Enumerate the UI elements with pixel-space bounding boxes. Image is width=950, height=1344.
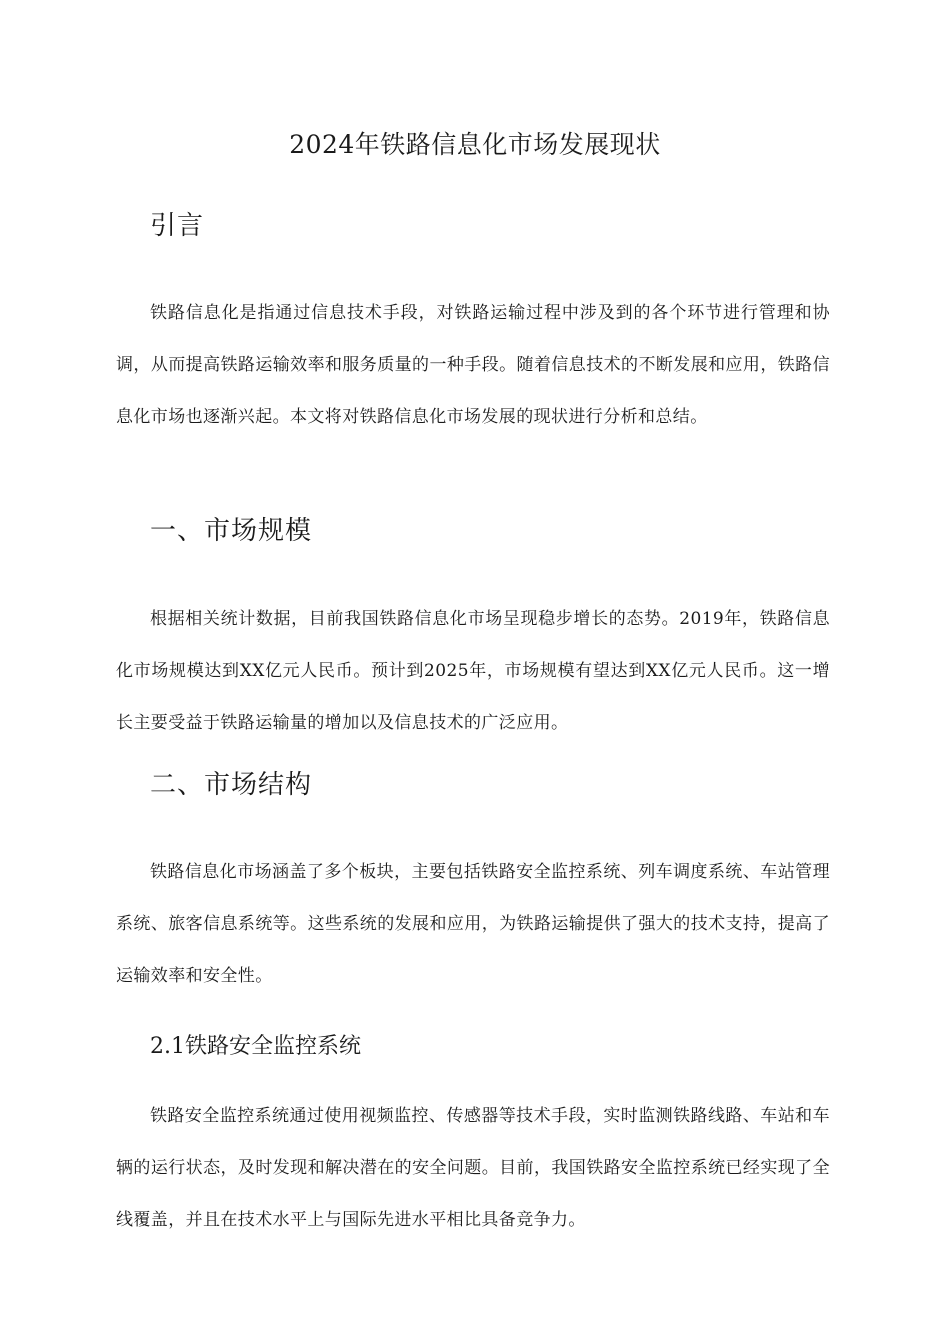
intro-paragraph: 铁路信息化是指通过信息技术手段，对铁路运输过程中涉及到的各个环节进行管理和协调，从而提高铁路运输效率和服务质量的一种手段。随着信息技术的不断发展和应用，铁路信息化市场也逐渐兴起。本文将对铁路信息化市场发展的现状进行分析和总结。 — [116, 303, 830, 427]
section1-heading: 一、市场规模 — [150, 516, 313, 546]
section2-paragraph: 铁路信息化市场涵盖了多个板块，主要包括铁路安全监控系统、列车调度系统、车站管理系统、旅客信息系统等。这些系统的发展和应用，为铁路运输提供了强大的技术支持，提高了运输效率和安全性。 — [116, 862, 830, 986]
section2-1-heading: 2.1铁路安全监控系统 — [150, 1034, 361, 1059]
section1-paragraph: 根据相关统计数据，目前我国铁路信息化市场呈现稳步增长的态势。2019年，铁路信息化市场规模达到XX亿元人民币。预计到2025年，市场规模有望达到XX亿元人民币。这一增长主要受益于铁路运输量的增加以及信息技术的广泛应用。 — [116, 609, 830, 733]
section2-1-paragraph: 铁路安全监控系统通过使用视频监控、传感器等技术手段，实时监测铁路线路、车站和车辆的运行状态，及时发现和解决潜在的安全问题。目前，我国铁路安全监控系统已经实现了全线覆盖，并且在技术水平上与国际先进水平相比具备竞争力。 — [116, 1106, 830, 1230]
intro-heading: 引言 — [150, 211, 205, 241]
section2-heading: 二、市场结构 — [150, 770, 313, 800]
document-title: 2024年铁路信息化市场发展现状 — [289, 130, 661, 159]
